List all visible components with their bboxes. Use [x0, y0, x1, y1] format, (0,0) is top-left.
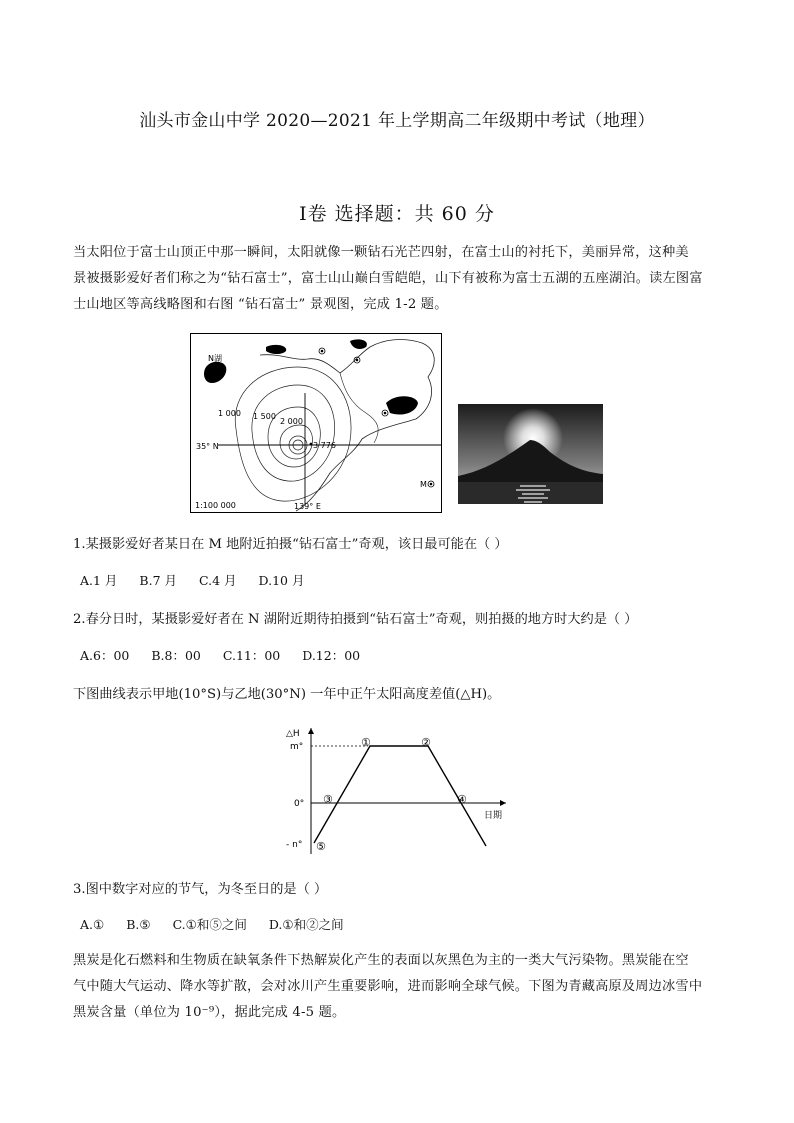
point-5: ⑤: [316, 840, 326, 853]
n-lake-label: N湖: [208, 354, 222, 363]
fuji-contour-map: [190, 333, 442, 513]
peak-elevation-label: 3 776: [313, 441, 336, 450]
question-1: 1.某摄影爱好者某日在 M 地附近拍摄“钻石富士”奇观，该日最可能在（ ）: [73, 537, 508, 552]
point-1: ①: [361, 736, 371, 749]
option-b: B.8：00: [151, 648, 201, 663]
intro-line: 士山地区等高线略图和右图 “钻石富士” 景观图，完成 1-2 题。: [73, 297, 448, 312]
latitude-label: 35° N: [196, 442, 219, 451]
question-2: 2.春分日时，某摄影爱好者在 N 湖附近期待拍摄到“钻石富士”奇观，则拍摄的地方时大约是（ ）: [73, 612, 638, 627]
intro-solar-height: 下图曲线表示甲地(10°S)与乙地(30°N) 一年中正午太阳高度差值(△H)。: [73, 687, 501, 702]
point-3: ③: [323, 793, 333, 806]
contour-label-1000: 1 000: [218, 409, 241, 418]
scale-label: 1:100 000: [195, 501, 236, 510]
intro-line: 黑炭含量（单位为 10⁻⁹），据此完成 4-5 题。: [73, 1005, 346, 1020]
solar-height-difference-graph: [280, 722, 520, 857]
section-title: Ⅰ卷 选择题：共 60 分: [299, 203, 495, 225]
option-c: C.4 月: [199, 573, 237, 588]
intro-line: 景被摄影爱好者们称之为“钻石富士”，富士山山巅白雪皑皑，山下有被称为富士五湖的五座湖泊。读左图富: [73, 271, 703, 286]
option-d: D.12：00: [302, 648, 361, 663]
option-c: C.11：00: [222, 648, 281, 663]
option-b: B.7 月: [139, 573, 178, 588]
question-2-options: [80, 646, 378, 664]
y-axis-label: △H: [286, 729, 300, 739]
question-3: 3.图中数字对应的节气，为冬至日的是（ ）: [73, 882, 328, 897]
option-a: A.1 月: [80, 573, 118, 588]
x-axis-label: 日期: [484, 811, 503, 821]
intro-paragraph-black-carbon: [73, 948, 723, 1026]
contour-label-1500: 1 500: [253, 412, 276, 421]
option-a: A.6：00: [80, 648, 130, 663]
contour-label-2000: 2 000: [280, 417, 303, 426]
option-c: C.①和⑤之间: [172, 917, 247, 932]
m-label: M: [420, 480, 427, 489]
intro-line: 气中随大气运动、降水等扩散，会对冰川产生重要影响，进而影响全球气候。下图为青藏高原及周边冰雪中: [73, 979, 703, 994]
option-d: D.①和②之间: [268, 917, 344, 932]
y-tick-n: - n°: [286, 840, 303, 850]
diamond-fuji-photo: [458, 404, 603, 504]
intro-paragraph-fuji: [73, 240, 723, 318]
option-a: A.①: [80, 917, 105, 932]
y-tick-zero: 0°: [294, 799, 305, 809]
longitude-label: 139° E: [294, 502, 321, 511]
question-1-options: [80, 571, 322, 589]
intro-line: 黑炭是化石燃料和生物质在缺氧条件下热解炭化产生的表面以灰黑色为主的一类大气污染物。黑炭能在空: [73, 953, 689, 968]
option-d: D.10 月: [258, 573, 305, 588]
question-3-options: [80, 915, 362, 933]
intro-line: 当太阳位于富士山顶正中那一瞬间，太阳就像一颗钻石光芒四射，在富士山的衬托下，美丽异常，这种美: [73, 245, 689, 260]
option-b: B.⑤: [126, 917, 151, 932]
point-4: ④: [457, 793, 467, 806]
y-tick-m: m°: [290, 742, 304, 752]
exam-title: 汕头市金山中学 2020—2021 年上学期高二年级期中考试（地理）: [139, 111, 655, 131]
point-2: ②: [421, 736, 431, 749]
